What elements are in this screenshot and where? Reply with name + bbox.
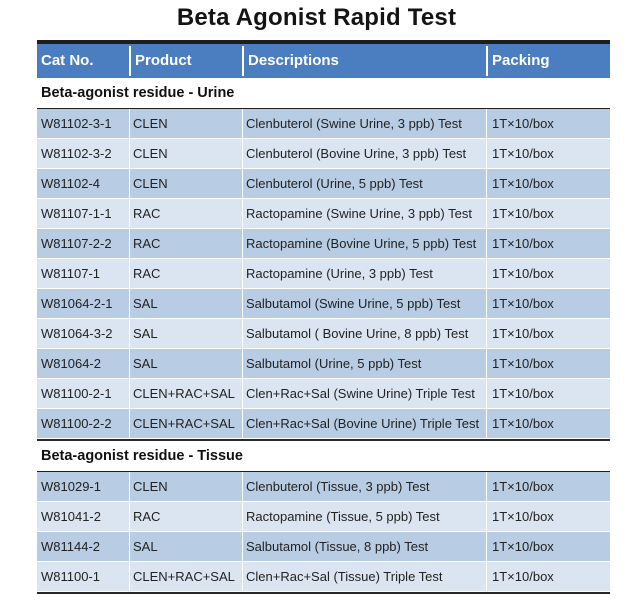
cat-no-cell: W81064-2-1 (41, 296, 113, 311)
packing-cell: 1T×10/box (492, 569, 554, 584)
column-divider (486, 379, 487, 408)
column-divider (242, 409, 243, 438)
cat-no-cell: W81100-1 (41, 569, 101, 584)
product-cell: CLEN+RAC+SAL (133, 569, 235, 584)
table-row (37, 259, 610, 289)
table-row (37, 532, 610, 562)
table-row (37, 109, 610, 139)
table-row (37, 349, 610, 379)
packing-cell: 1T×10/box (492, 386, 554, 401)
column-divider (129, 532, 130, 561)
section-heading: Beta-agonist residue - Tissue (37, 439, 610, 472)
section-heading: Beta-agonist residue - Urine (37, 78, 610, 109)
cat-no-cell: W81100-2-2 (41, 416, 112, 431)
column-divider (486, 229, 487, 258)
column-divider (486, 532, 487, 561)
packing-cell: 1T×10/box (492, 176, 554, 191)
column-divider (129, 319, 130, 348)
description-cell: Salbutamol (Urine, 5 ppb) Test (246, 356, 422, 371)
product-cell: RAC (133, 509, 161, 524)
column-divider (242, 349, 243, 378)
column-divider (486, 169, 487, 198)
column-divider (242, 289, 243, 318)
table-row (37, 502, 610, 532)
description-cell: Clen+Rac+Sal (Tissue) Triple Test (246, 569, 443, 584)
column-divider (242, 169, 243, 198)
description-cell: Clen+Rac+Sal (Bovine Urine) Triple Test (246, 416, 480, 431)
packing-cell: 1T×10/box (492, 479, 554, 494)
cat-no-cell: W81107-2-2 (41, 236, 112, 251)
table-header (37, 40, 610, 78)
description-cell: Clenbuterol (Swine Urine, 3 ppb) Test (246, 116, 462, 131)
description-cell: Clenbuterol (Bovine Urine, 3 ppb) Test (246, 146, 467, 161)
header-cat-no: Cat No. (41, 52, 94, 69)
cat-no-cell: W81144-2 (41, 539, 101, 554)
product-cell: CLEN (133, 479, 168, 494)
cat-no-cell: W81064-2 (41, 356, 101, 371)
column-divider (486, 319, 487, 348)
column-divider (486, 289, 487, 318)
column-divider (129, 109, 130, 138)
product-cell: CLEN+RAC+SAL (133, 386, 235, 401)
column-divider (129, 229, 130, 258)
description-cell: Clen+Rac+Sal (Swine Urine) Triple Test (246, 386, 475, 401)
table-body (37, 78, 610, 592)
column-divider (129, 289, 130, 318)
page-title: Beta Agonist Rapid Test (176, 4, 457, 31)
packing-cell: 1T×10/box (492, 266, 554, 281)
column-divider (242, 109, 243, 138)
column-divider (486, 409, 487, 438)
description-cell: Clenbuterol (Tissue, 3 ppb) Test (246, 479, 430, 494)
packing-cell: 1T×10/box (492, 296, 554, 311)
cat-no-cell: W81029-1 (41, 479, 101, 494)
packing-cell: 1T×10/box (492, 509, 554, 524)
column-divider (129, 409, 130, 438)
column-divider (129, 379, 130, 408)
cat-no-cell: W81100-2-1 (41, 386, 112, 401)
table-row (37, 139, 610, 169)
table-row (37, 562, 610, 592)
table-row (37, 199, 610, 229)
description-cell: Ractopamine (Urine, 3 ppb) Test (246, 266, 433, 281)
column-divider (242, 139, 243, 168)
header-product: Product (135, 52, 192, 69)
description-cell: Ractopamine (Bovine Urine, 5 ppb) Test (246, 236, 477, 251)
product-cell: RAC (133, 266, 161, 281)
description-cell: Salbutamol (Swine Urine, 5 ppb) Test (246, 296, 461, 311)
description-cell: Salbutamol ( Bovine Urine, 8 ppb) Test (246, 326, 469, 341)
column-divider (242, 229, 243, 258)
column-divider (486, 199, 487, 228)
table-row (37, 229, 610, 259)
column-divider (242, 199, 243, 228)
table-row (37, 169, 610, 199)
table-row (37, 289, 610, 319)
cat-no-cell: W81107-1 (41, 266, 101, 281)
packing-cell: 1T×10/box (492, 206, 554, 221)
column-divider (129, 169, 130, 198)
header-packing: Packing (492, 52, 550, 69)
column-divider (242, 532, 243, 561)
product-cell: RAC (133, 236, 161, 251)
packing-cell: 1T×10/box (492, 356, 554, 371)
column-divider (242, 259, 243, 288)
cat-no-cell: W81107-1-1 (41, 206, 112, 221)
column-divider (486, 472, 487, 501)
column-divider (129, 259, 130, 288)
column-divider (242, 379, 243, 408)
table-row (37, 409, 610, 439)
packing-cell: 1T×10/box (492, 116, 554, 131)
description-cell: Salbutamol (Tissue, 8 ppb) Test (246, 539, 429, 554)
packing-cell: 1T×10/box (492, 236, 554, 251)
cat-no-cell: W81102-3-1 (41, 116, 112, 131)
product-cell: RAC (133, 206, 161, 221)
product-cell: CLEN (133, 176, 168, 191)
column-divider (129, 349, 130, 378)
description-cell: Ractopamine (Tissue, 5 ppb) Test (246, 509, 440, 524)
product-cell: CLEN+RAC+SAL (133, 416, 235, 431)
column-divider (486, 502, 487, 531)
column-divider (486, 259, 487, 288)
table-bottom-rule (37, 592, 610, 594)
cat-no-cell: W81064-3-2 (41, 326, 113, 341)
description-cell: Clenbuterol (Urine, 5 ppb) Test (246, 176, 423, 191)
column-divider (242, 502, 243, 531)
packing-cell: 1T×10/box (492, 326, 554, 341)
column-divider (486, 349, 487, 378)
cat-no-cell: W81102-3-2 (41, 146, 112, 161)
column-divider (486, 139, 487, 168)
product-table (37, 40, 610, 594)
packing-cell: 1T×10/box (492, 146, 554, 161)
product-cell: CLEN (133, 116, 168, 131)
cat-no-cell: W81102-4 (41, 176, 101, 191)
column-divider (242, 319, 243, 348)
cat-no-cell: W81041-2 (41, 509, 101, 524)
column-divider (242, 562, 243, 591)
description-cell: Ractopamine (Swine Urine, 3 ppb) Test (246, 206, 472, 221)
table-row (37, 379, 610, 409)
product-cell: SAL (133, 356, 158, 371)
product-cell: SAL (133, 326, 158, 341)
product-cell: SAL (133, 539, 158, 554)
column-divider (242, 472, 243, 501)
column-divider (129, 502, 130, 531)
product-cell: SAL (133, 296, 158, 311)
product-cell: CLEN (133, 146, 168, 161)
table-row (37, 319, 610, 349)
column-divider (486, 562, 487, 591)
column-divider (486, 109, 487, 138)
packing-cell: 1T×10/box (492, 416, 554, 431)
column-divider (129, 472, 130, 501)
packing-cell: 1T×10/box (492, 539, 554, 554)
table-row (37, 472, 610, 502)
column-divider (129, 139, 130, 168)
header-descriptions: Descriptions (248, 52, 339, 69)
column-divider (129, 199, 130, 228)
column-divider (129, 562, 130, 591)
